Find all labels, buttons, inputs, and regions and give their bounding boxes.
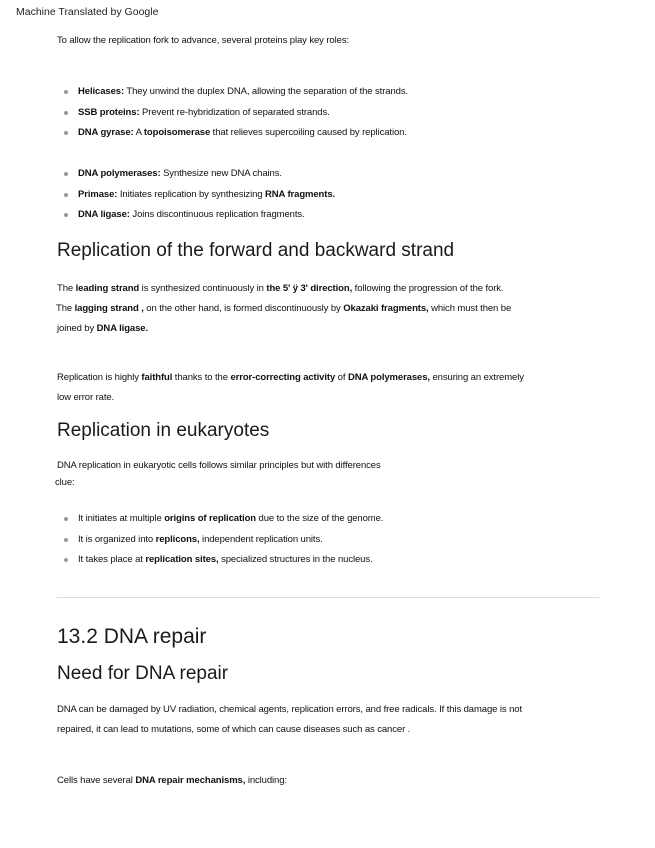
term: DNA polymerases: — [78, 168, 161, 179]
term: Helicases: — [78, 86, 125, 97]
list-item: Helicases: They unwind the duplex DNA, allowing the separation of the strands. — [57, 82, 617, 103]
list-item: DNA polymerases: Synthesize new DNA chains. — [57, 164, 617, 185]
list-item: DNA ligase: Joins discontinuous replication fragments. — [57, 205, 617, 226]
list-item: It initiates at multiple origins of replication due to the size of the genome. — [57, 509, 617, 530]
list-item: It is organized into replicons, independent replication units. — [57, 530, 617, 551]
roles-list-2 — [57, 164, 617, 226]
heading-need-for-repair: Need for DNA repair — [57, 663, 229, 684]
heading-eukaryotes: Replication in eukaryotes — [57, 420, 270, 441]
section-title-dna-repair: 13.2 DNA repair — [57, 625, 207, 648]
list-item: SSB proteins: Prevent re-hybridization of separated strands. — [57, 103, 617, 124]
repair-paragraph: DNA can be damaged by UV radiation, chemical agents, replication errors, and free radicals. If this damage is not repaired, it can lead to mutations, some of which can cause diseases such as cancer . — [57, 704, 523, 735]
fidelity-paragraph: Replication is highly faithful thanks to the error-correcting activity of DNA polymerases, ensuring an extremely low error rate. — [57, 372, 524, 403]
list-item: Primase: Initiates replication by synthesizing RNA fragments. — [57, 185, 617, 206]
term: DNA gyrase: — [78, 127, 134, 138]
section-divider — [57, 597, 599, 598]
roles-list-1 — [57, 82, 617, 144]
intro-paragraph: To allow the replication fork to advance, several proteins play key roles: — [57, 35, 350, 46]
heading-strand-replication: Replication of the forward and backward strand — [57, 240, 455, 261]
term: DNA ligase: — [78, 209, 130, 220]
eukaryotes-list — [57, 509, 617, 571]
list-item: It takes place at replication sites, specialized structures in the nucleus. — [57, 550, 617, 571]
eukaryotes-intro: DNA replication in eukaryotic cells follows similar principles but with differences clue: — [55, 460, 381, 488]
term: Primase: — [78, 188, 118, 200]
list-item: DNA gyrase: A topoisomerase that relieves supercoiling caused by replication. — [57, 123, 617, 144]
strands-paragraph: The leading strand is synthesized continuously in the 5' ÿ 3' direction, following the progression of the fork. The lagging strand , on the other hand, is formed discontinuously by Okazaki fragments, which must then be joined by DNA ligase. — [56, 283, 512, 334]
repair-mechanisms-intro: Cells have several DNA repair mechanisms, including: — [57, 775, 287, 786]
machine-translation-label: Machine Translated by Google — [16, 6, 159, 18]
term: SSB proteins: — [78, 106, 140, 118]
